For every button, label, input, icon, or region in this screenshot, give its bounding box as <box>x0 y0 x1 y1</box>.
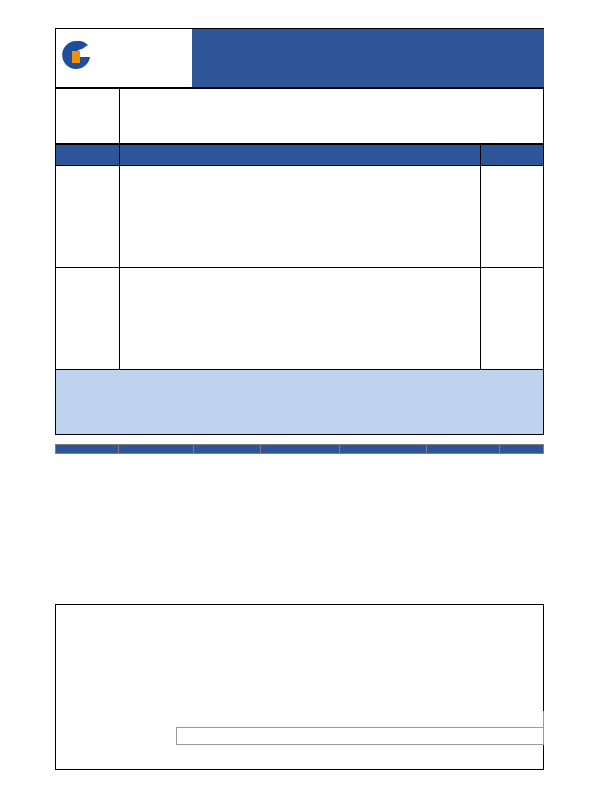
chart-series-name <box>177 728 544 745</box>
view-row-variety <box>55 267 120 370</box>
table-header-row <box>56 445 544 454</box>
chart-data-table <box>176 711 544 745</box>
col-lme-spread <box>340 445 427 454</box>
report-header <box>55 28 544 88</box>
col-lme-stock-change <box>500 445 544 454</box>
metals-data-table <box>55 444 544 454</box>
view-header-direction <box>480 144 544 166</box>
col-domestic-close <box>119 445 194 454</box>
col-domestic-basis <box>194 445 261 454</box>
col-variety <box>56 445 119 454</box>
view-header-variety <box>55 144 120 166</box>
company-logo <box>60 37 190 81</box>
view-row-direction <box>480 165 544 268</box>
report-title <box>192 29 544 87</box>
analyst-info <box>55 369 544 435</box>
view-row-text <box>119 165 481 268</box>
view-row-text <box>119 267 481 370</box>
chart-table-corner <box>177 711 544 728</box>
summary-section <box>55 88 544 144</box>
view-header-view <box>119 144 481 166</box>
logo-mark-icon <box>60 39 92 75</box>
col-lme-close <box>261 445 340 454</box>
col-lme-stock <box>427 445 500 454</box>
view-row-direction <box>480 267 544 370</box>
view-row-variety <box>55 165 120 268</box>
summary-label <box>56 89 120 143</box>
